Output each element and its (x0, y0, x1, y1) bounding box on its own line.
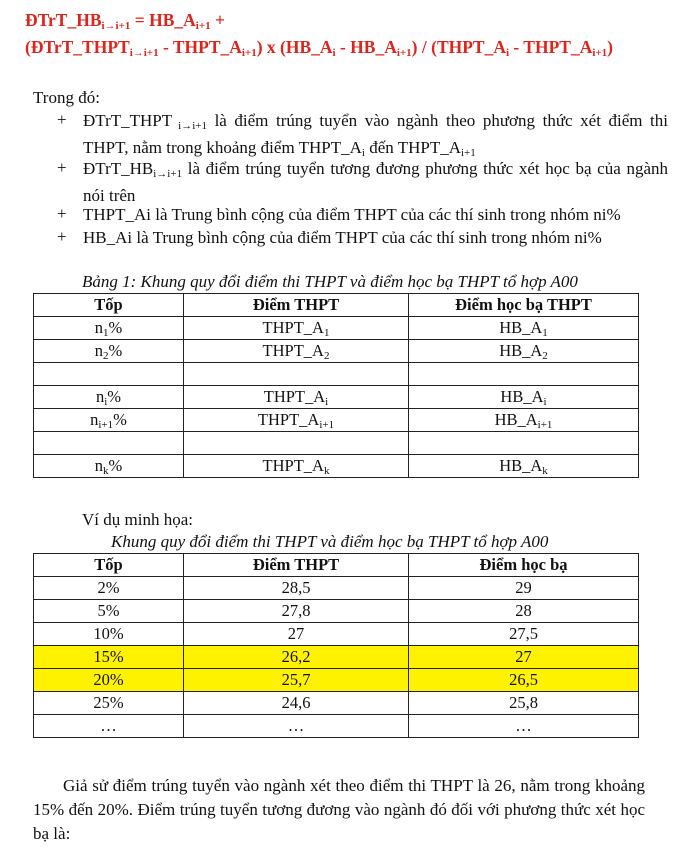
table-row (34, 386, 639, 409)
table-row (34, 715, 639, 738)
table-row (34, 669, 639, 692)
table-row (34, 317, 639, 340)
table-cell: $HB\_A_2$ (409, 340, 639, 363)
table-cell: … (184, 715, 409, 738)
table-cell (184, 363, 409, 386)
table-cell: 24,6 (184, 692, 409, 715)
table-row (34, 692, 639, 715)
bullet-mark: + (57, 227, 67, 246)
table-cell (34, 432, 184, 455)
table-cell: 10% (34, 623, 184, 646)
bullet-mark: + (57, 110, 67, 129)
formula-line-1: $ĐTrT\_HB_{i\to i+1}$ = $HB\_A_{i+1}$ + (25, 10, 225, 32)
table-cell: $THPT\_A_1$ (184, 317, 409, 340)
table-cell: $n_i\%$ (34, 386, 184, 409)
table-cell: $n_k\%$ (34, 455, 184, 478)
table-cell: $THPT\_A_{i+1}$ (184, 409, 409, 432)
table-cell: … (409, 715, 639, 738)
table-cell: $HB\_A_k$ (409, 455, 639, 478)
table-cell: 15% (34, 646, 184, 669)
table-cell: $n_1\%$ (34, 317, 184, 340)
table-cell: $n_{i+1}\%$ (34, 409, 184, 432)
table-cell: 26,5 (409, 669, 639, 692)
table-cell: 27 (409, 646, 639, 669)
table-cell: 25% (34, 692, 184, 715)
table-cell: 25,8 (409, 692, 639, 715)
table-cell: 29 (409, 577, 639, 600)
table-header: Điểm THPT (184, 294, 409, 317)
closing-paragraph: Giả sử điểm trúng tuyển vào ngành xét theo điểm thi THPT là 26, nằm trong khoảng 15% đến 20%. Điểm trúng tuyển tương đương vào ngành đó đối với phương thức xét học bạ là: (33, 776, 645, 843)
conversion-table-template (33, 293, 639, 478)
table-header: Tốp (34, 554, 184, 577)
bullet-item: THPT_Ai là Trung bình cộng của điểm THPT của các thí sinh trong nhóm ni% (83, 205, 621, 224)
table-row (34, 455, 639, 478)
table-row (34, 623, 639, 646)
table-cell: 25,7 (184, 669, 409, 692)
table-cell (184, 432, 409, 455)
example-label: Ví dụ minh họa: (82, 510, 193, 529)
formula-line-2: ($ĐTrT\_THPT_{i\to i+1}$ - $THPT\_A_{i+1}$) x ($HB\_A_i$ - $HB\_A_{i+1}$) / ($THPT\_A_i$ - $THPT\_A_{i+1}$) (25, 37, 613, 59)
table-cell: 2% (34, 577, 184, 600)
bullet-mark: + (57, 204, 67, 223)
table-header: Điểm học bạ THPT (409, 294, 639, 317)
table-row (34, 432, 639, 455)
conversion-table-example (33, 553, 639, 738)
bullet-item: $ĐTrT\_HB_{i\to i+1}$ là điểm trúng tuyển tương đương phương thức xét học bạ của ngành nói trên (83, 159, 668, 205)
bullet-mark: + (57, 158, 67, 177)
table-cell: $n_2\%$ (34, 340, 184, 363)
table-cell: $HB\_A_{i+1}$ (409, 409, 639, 432)
table-cell: 27,5 (409, 623, 639, 646)
table-cell: 28 (409, 600, 639, 623)
table-cell: $HB\_A_i$ (409, 386, 639, 409)
table-cell (409, 363, 639, 386)
table-row (34, 340, 639, 363)
table-cell: 26,2 (184, 646, 409, 669)
table-cell: 28,5 (184, 577, 409, 600)
table-cell: $THPT\_A_i$ (184, 386, 409, 409)
table-cell: 27,8 (184, 600, 409, 623)
table-row (34, 363, 639, 386)
where-label: Trong đó: (33, 88, 100, 107)
bullet-item: ĐTrT_THPT $_{i\to i+1}$ là điểm trúng tuyển vào ngành theo phương thức xét điểm thi THPT, nằm trong khoảng điểm $THPT\_A_i$ đến $THPT\_A_{i+1}$ (83, 111, 668, 159)
table-cell: 27 (184, 623, 409, 646)
table-row (34, 600, 639, 623)
table-cell: 20% (34, 669, 184, 692)
bullet-item: HB_Ai là Trung bình cộng của điểm THPT của các thí sinh trong nhóm ni% (83, 228, 602, 247)
table-cell: $THPT\_A_k$ (184, 455, 409, 478)
table-cell: $HB\_A_1$ (409, 317, 639, 340)
table-cell: 5% (34, 600, 184, 623)
table1-caption: Bảng 1: Khung quy đổi điểm thi THPT và điểm học bạ THPT tổ hợp A00 (82, 272, 578, 291)
table-cell (34, 363, 184, 386)
table-row (34, 646, 639, 669)
table-header: Điểm học bạ (409, 554, 639, 577)
table-cell: $THPT\_A_2$ (184, 340, 409, 363)
table2-caption: Khung quy đổi điểm thi THPT và điểm học bạ THPT tổ hợp A00 (111, 532, 549, 551)
table-cell (409, 432, 639, 455)
table-row (34, 577, 639, 600)
table-cell: … (34, 715, 184, 738)
table-row (34, 409, 639, 432)
table-header: Điểm THPT (184, 554, 409, 577)
table-header: Tốp (34, 294, 184, 317)
